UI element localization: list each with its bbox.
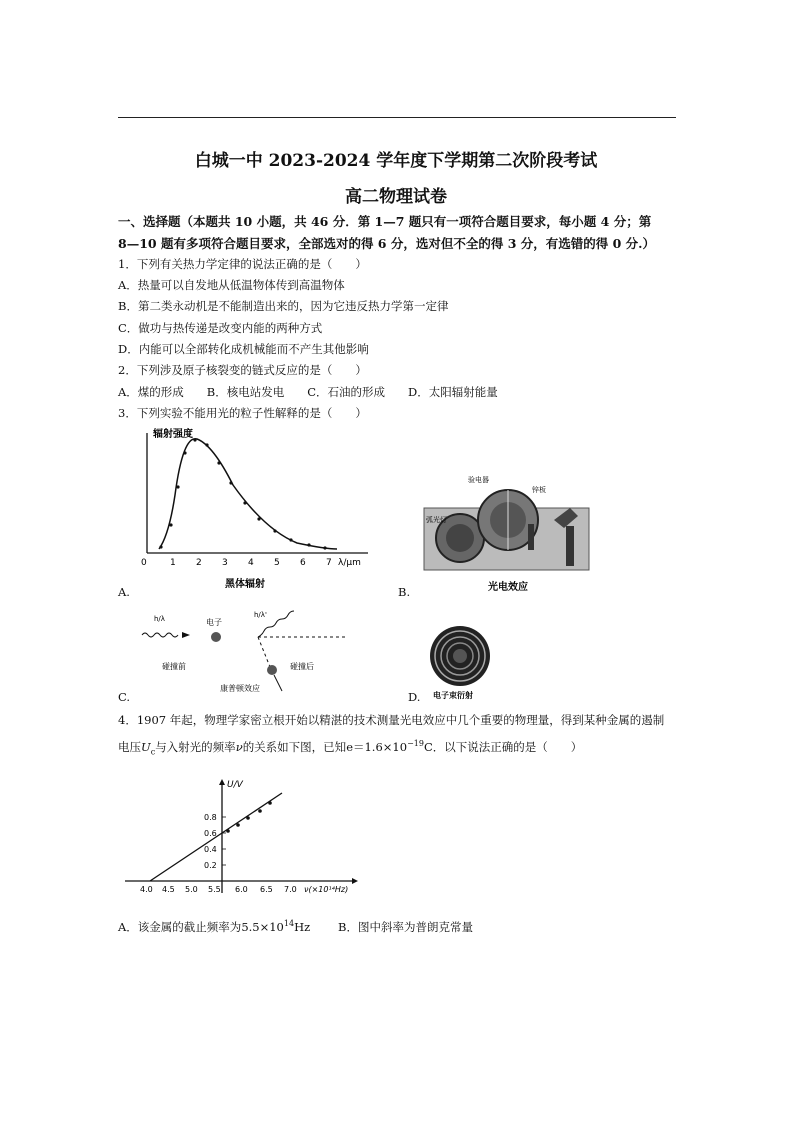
uc-graph-xtick-70: 7.0	[284, 885, 297, 894]
q3-stem: 3．下列实验不能用光的粒子性解释的是（ ）	[118, 406, 367, 420]
q4-uc-subscript: c	[150, 747, 156, 757]
compton-h-lambda2: h/λ'	[254, 611, 267, 619]
q1-stem: 1．下列有关热力学定律的说法正确的是（ ）	[118, 257, 367, 271]
section-heading-2: 8—10 题有多项符合题目要求，全部选对的得 6 分，选对但不全的得 3 分，有选错的得 0 分.）	[118, 236, 656, 251]
q4-stem-part-d: ．以下说法正确的是（ ）	[432, 740, 583, 754]
q4-option-a	[118, 919, 310, 935]
q2-options: A．煤的形成 B．核电站发电 C．石油的形成 D．太阳辐射能量	[118, 385, 498, 399]
q4-stem-line1: 4．1907 年起，物理学家密立根开始以精湛的技术测量光电效应中几个重要的物理量，得到某种金属的遏制	[118, 713, 665, 727]
q3-label-d: D.	[408, 690, 421, 704]
q3-label-c: C.	[118, 690, 131, 704]
uc-graph-xtick-45: 4.5	[162, 885, 175, 894]
compton-before: 碰撞前	[162, 662, 186, 671]
q3-label-b: B.	[398, 585, 411, 599]
header-rule	[118, 117, 676, 118]
q2-stem: 2．下列涉及原子核裂变的链式反应的是（ ）	[118, 363, 367, 377]
q1-option-b: B．第二类永动机是不能制造出来的，因为它违反热力学第一定律	[118, 299, 449, 313]
figure-blackbody	[125, 425, 375, 605]
blackbody-ylabel: 辐射强度	[153, 429, 193, 440]
q4-option-b: B．图中斜率为普朗克常量	[338, 920, 473, 934]
diffraction-caption: 电子束衍射	[433, 691, 473, 700]
q4-stem-part-c: 的关系如下图，已知	[242, 740, 347, 754]
blackbody-tick-0: 0	[141, 558, 147, 568]
q1-option-a: A．热量可以自发地从低温物体传到高温物体	[118, 278, 345, 292]
q4-uc-symbol: U	[141, 740, 151, 754]
compton-after: 碰撞后	[290, 662, 314, 671]
blackbody-tick-1: 1	[170, 558, 176, 568]
blackbody-tick-6: 6	[300, 558, 306, 568]
photoelectric-label-2: 锌板	[532, 486, 546, 494]
q4-option-a-unit: Hz	[294, 920, 311, 934]
uc-graph-ytick-08: 0.8	[204, 813, 217, 822]
figure-compton	[140, 607, 350, 697]
section-heading-1: 一、选择题（本题共 10 小题，共 46 分．第 1—7 题只有一项符合题目要求，每小题 4 分；第	[118, 214, 652, 229]
uc-graph-xlabel: ν(×10¹⁴Hz)	[304, 885, 349, 894]
q4-option-a-value: 5.5×10	[241, 920, 284, 934]
uc-graph-ytick-04: 0.4	[204, 845, 217, 854]
photoelectric-label-1: 验电器	[468, 476, 489, 484]
uc-graph-xtick-40: 4.0	[140, 885, 153, 894]
exam-title: 白城一中 2023-2024 学年度下学期第二次阶段考试	[194, 151, 598, 171]
blackbody-tick-3: 3	[222, 558, 228, 568]
uc-graph-xtick-65: 6.5	[260, 885, 273, 894]
uc-graph-xtick-60: 6.0	[235, 885, 248, 894]
q4-nu-symbol: ν	[235, 740, 243, 754]
q4-stem-part-b: 与入射光的频率	[155, 740, 236, 754]
q4-charge-value: e＝1.6×10	[346, 740, 408, 754]
uc-graph-xtick-50: 5.0	[185, 885, 198, 894]
uc-graph-ytick-06: 0.6	[204, 829, 217, 838]
blackbody-tick-5: 5	[274, 558, 280, 568]
photoelectric-caption: 光电效应	[488, 582, 528, 593]
q4-charge-unit: C	[423, 740, 433, 754]
blackbody-tick-4: 4	[248, 558, 254, 568]
blackbody-tick-7: 7	[326, 558, 332, 568]
q1-option-c: C．做功与热传递是改变内能的两种方式	[118, 321, 323, 335]
figure-uc-vs-frequency	[120, 775, 360, 900]
figure-photoelectric	[420, 468, 595, 593]
q4-stem-line2	[118, 739, 582, 756]
blackbody-xlabel: λ/μm	[338, 558, 361, 568]
blackbody-tick-2: 2	[196, 558, 202, 568]
uc-graph-ylabel: U/V	[227, 780, 243, 790]
compton-caption: 康普顿效应	[220, 684, 260, 693]
q4-charge-exponent: −19	[407, 739, 424, 749]
q1-option-d: D．内能可以全部转化成机械能而不产生其他影响	[118, 342, 369, 356]
photoelectric-label-3: 弧光灯	[426, 516, 447, 524]
compton-electron: 电子	[206, 618, 222, 627]
uc-graph-xtick-55: 5.5	[208, 885, 221, 894]
figure-electron-diffraction	[425, 622, 495, 702]
uc-graph-ytick-02: 0.2	[204, 861, 217, 870]
q3-label-a: A.	[118, 585, 130, 599]
q4-option-a-text: A．该金属的截止频率为	[118, 920, 242, 934]
q4-option-a-exponent: 14	[283, 919, 295, 929]
compton-h-lambda: h/λ	[154, 615, 165, 623]
exam-subtitle: 高二物理试卷	[345, 187, 447, 207]
blackbody-caption: 黑体辐射	[225, 579, 265, 590]
q4-stem-part-a: 电压	[118, 740, 141, 754]
